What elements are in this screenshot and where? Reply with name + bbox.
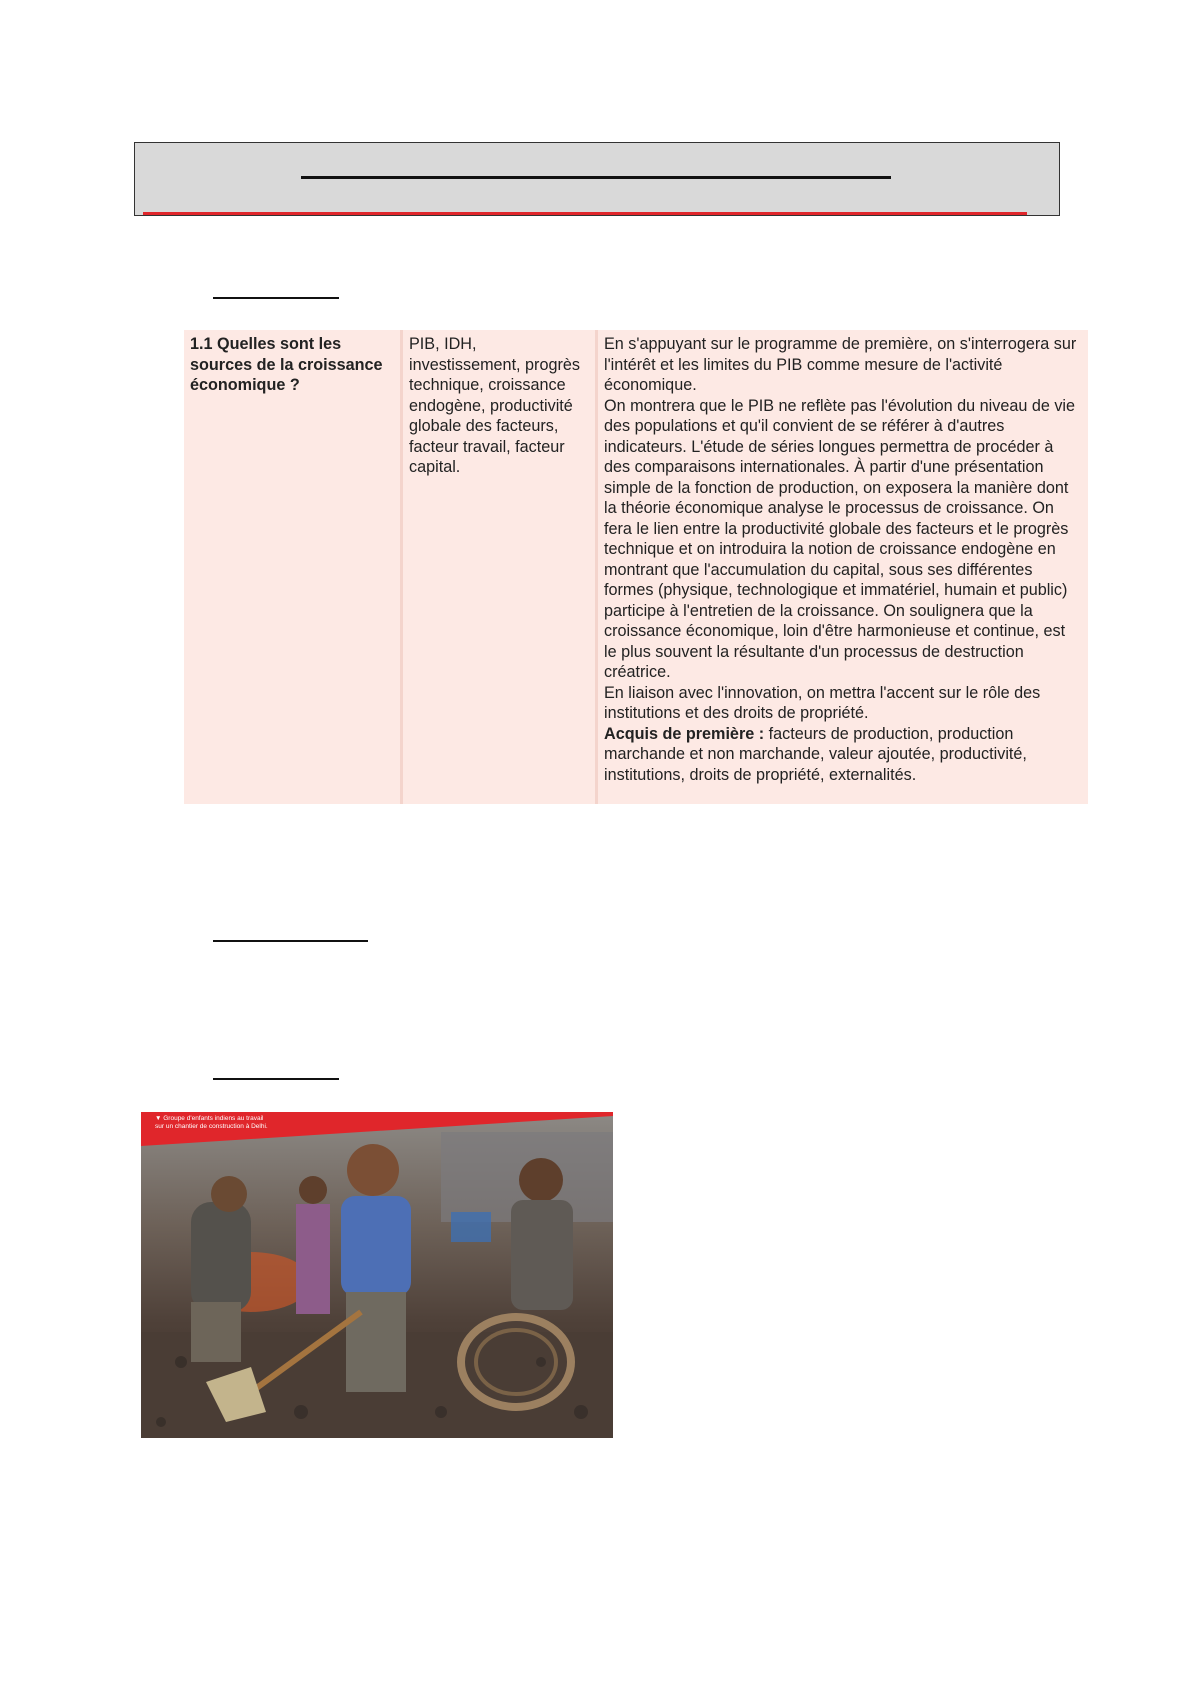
caption-line: sur un chantier de construction à Delhi. xyxy=(155,1123,268,1130)
photo-caption xyxy=(155,1115,268,1131)
section-heading-rule-2 xyxy=(213,940,368,942)
caption-line: ▼ Groupe d'enfants indiens au travail xyxy=(155,1115,264,1122)
indication-paragraph: On montrera que le PIB ne reflète pas l'évolution du niveau de vie des populations et qu'il convient de se référer à d'autres indicateurs. L'étude de séries longues permettra de procéder à des comparaisons internationales. À partir d'une présentation simple de la fonction de production, on exposera la manière dont la théorie économique analyse le processus de croissance. On fera le lien entre la productivité globale des facteurs et le progrès technique et on introduira la notion de croissance endogène en montrant que l'accumulation du capital, sous ses différentes formes (physique, technologique et immatériel, humain et public) participe à l'entretien de la croissance. On soulignera que la croissance économique, loin d'être harmonieuse et continue, est le plus souvent la résultante d'un processus de destruction créatrice. xyxy=(604,396,1076,681)
acquis-label: Acquis de première : xyxy=(604,724,765,743)
acquis-paragraph xyxy=(604,724,1082,786)
acquis-text: facteurs de production, production marchande et non marchande, valeur ajoutée, productivité, institutions, droits de propriété, externalités. xyxy=(604,724,1027,784)
section-heading-rule-3 xyxy=(213,1078,339,1080)
indication-paragraph: En s'appuyant sur le programme de première, on s'interrogera sur l'intérêt et les limites du PIB comme mesure de l'activité économique. xyxy=(604,335,1077,394)
table-indications-cell xyxy=(598,330,1088,804)
table-notions-cell: PIB, IDH, investissement, progrès technique, croissance endogène, productivité globale des facteurs, facteur travail, facteur capital. xyxy=(409,335,580,476)
indication-paragraph: En liaison avec l'innovation, on mettra l'accent sur le rôle des institutions et des droits de propriété. xyxy=(604,683,1041,722)
photo-illustration xyxy=(141,1112,613,1438)
title-red-rule xyxy=(143,212,1027,215)
photo-child-workers xyxy=(141,1112,613,1438)
section-heading-rule-1 xyxy=(213,297,339,299)
title-box xyxy=(134,142,1060,216)
programme-table xyxy=(184,330,1088,804)
title-underline xyxy=(301,176,891,179)
table-question-cell: 1.1 Quelles sont les sources de la croissance économique ? xyxy=(190,335,383,394)
